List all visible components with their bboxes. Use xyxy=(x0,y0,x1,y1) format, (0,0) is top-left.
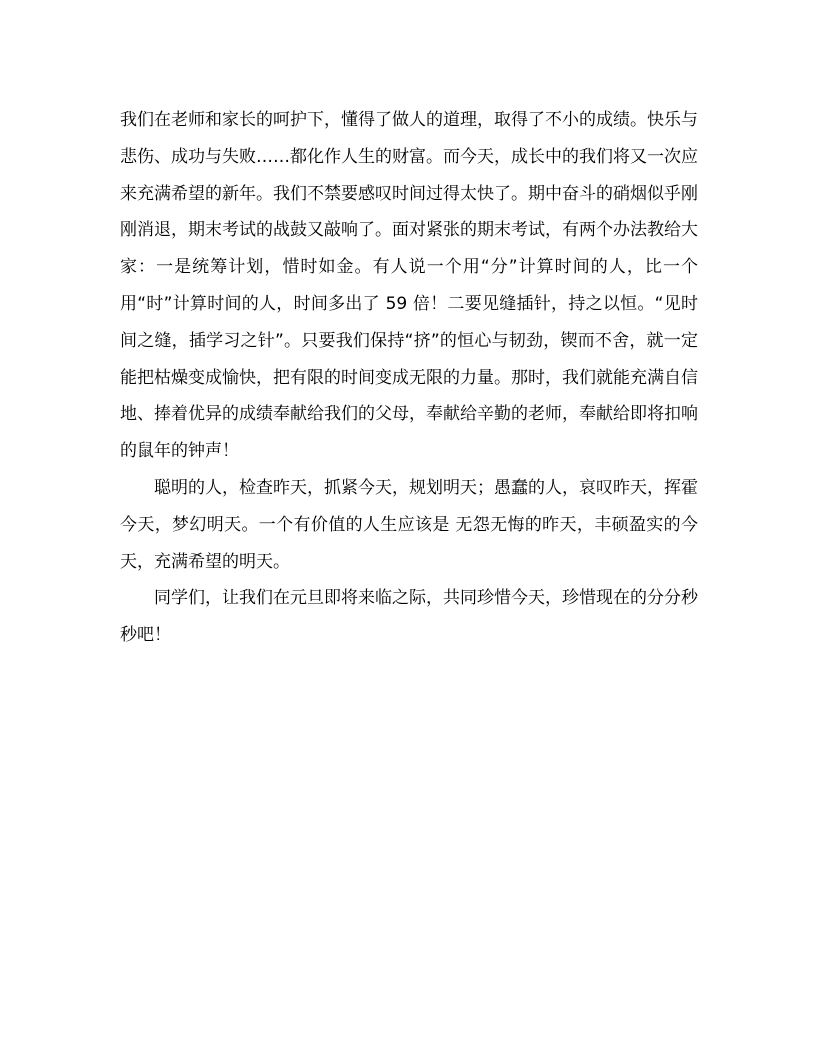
paragraph-2: 聪明的人，检查昨天，抓紧今天，规划明天；愚蠢的人，哀叹昨天，挥霍今天，梦幻明天。一个有价值的人生应该是 无怨无悔的昨天，丰硕盈实的今天，充满希望的明天。 xyxy=(120,477,698,572)
paragraph-3: 同学们，让我们在元旦即将来临之际，共同珍惜今天，珍惜现在的分分秒秒吧！ xyxy=(120,588,698,646)
paragraph-1: 我们在老师和家长的呵护下，懂得了做人的道理，取得了不小的成绩。快乐与悲伤、成功与失败……都化作人生的财富。而今天，成长中的我们将又一次应来充满希望的新年。我们不禁要感叹时间过得太快了。期中奋斗的硝烟似乎刚刚消退，期末考试的战鼓又敲响了。面对紧张的期末考试，有两个办法教给大家：一是统筹计划，惜时如金。有人说一个用“分”计算时间的人，比一个用“时”计算时间的人，时间多出了 59 倍！二要见缝插针，持之以恒。“见时间之缝，插学习之针”。只要我们保持“挤”的恒心与韧劲，锲而不舍，就一定能把枯燥变成愉快，把有限的时间变成无限的力量。那时，我们就能充满自信地、捧着优异的成绩奉献给我们的父母，奉献给辛勤的老师，奉献给即将扣响的鼠年的钟声！ xyxy=(120,110,698,462)
document-body xyxy=(120,102,698,654)
